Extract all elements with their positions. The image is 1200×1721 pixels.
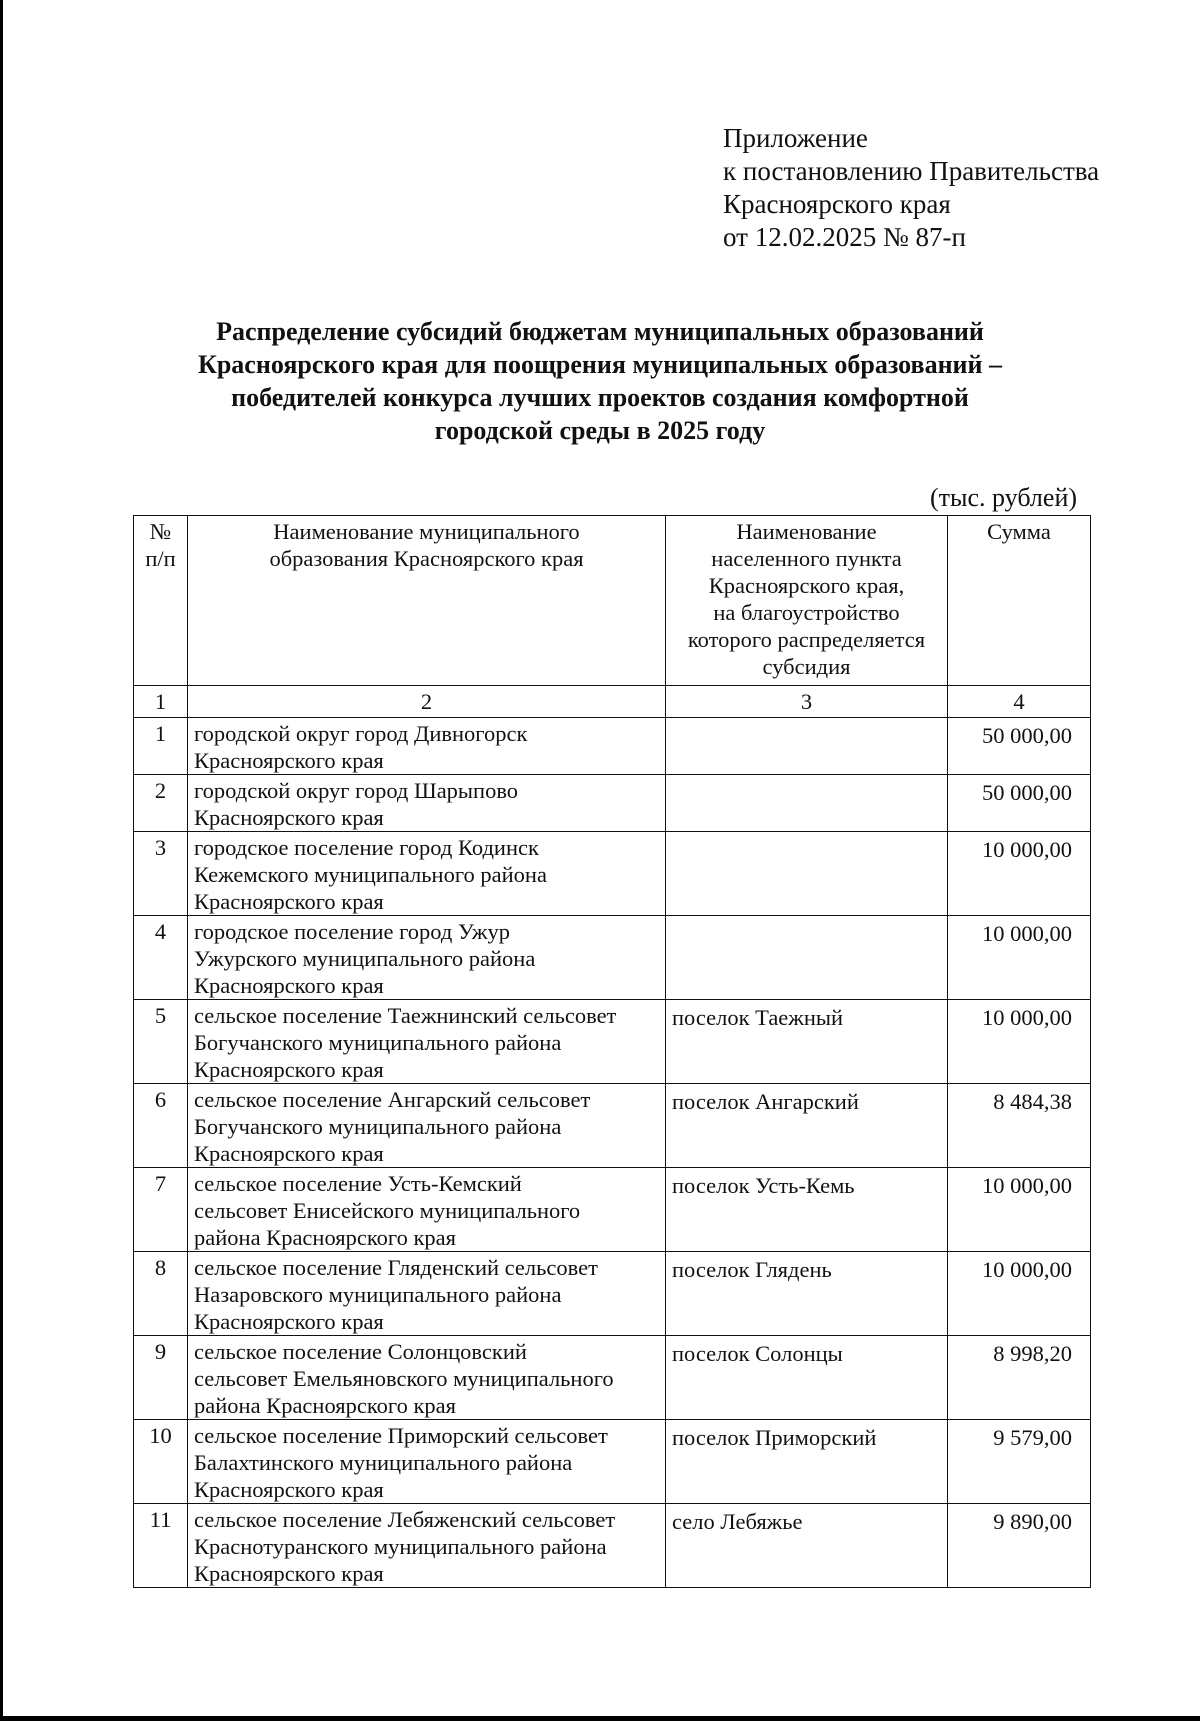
municipality-name	[188, 718, 666, 775]
title-line-3: победителей конкурса лучших проектов создания комфортной	[231, 383, 969, 412]
municipality-name	[188, 1168, 666, 1252]
name-line: Красноярского края	[194, 1141, 384, 1166]
municipality-name	[188, 1336, 666, 1420]
title-line-4: городской среды в 2025 году	[434, 416, 766, 445]
table-row	[134, 775, 1091, 832]
header-line: на благоустройство	[713, 600, 900, 625]
header-line: населенного пункта	[711, 546, 902, 571]
appendix-line-2: к постановлению Правительства	[723, 156, 1100, 186]
name-line: сельсовет Емельяновского муниципального	[194, 1366, 614, 1391]
subsidy-amount: 10 000,00	[948, 1168, 1091, 1252]
header-line: Сумма	[987, 519, 1051, 544]
subsidy-amount: 50 000,00	[948, 775, 1091, 832]
row-number: 11	[134, 1504, 188, 1588]
column-number: 1	[134, 686, 188, 718]
name-line: сельсовет Енисейского муниципального	[194, 1198, 581, 1223]
name-line: сельское поселение Приморский сельсовет	[194, 1423, 608, 1448]
subsidy-amount: 9 579,00	[948, 1420, 1091, 1504]
row-number: 2	[134, 775, 188, 832]
table-row	[134, 1336, 1091, 1420]
name-line: Красноярского края	[194, 748, 384, 773]
table-row	[134, 718, 1091, 775]
table-header-row	[134, 516, 1091, 686]
row-number: 10	[134, 1420, 188, 1504]
municipality-name	[188, 916, 666, 1000]
municipality-name	[188, 775, 666, 832]
subsidy-amount: 10 000,00	[948, 1000, 1091, 1084]
subsidy-amount: 8 484,38	[948, 1084, 1091, 1168]
name-line: Кежемского муниципального района	[194, 862, 547, 887]
subsidy-amount: 10 000,00	[948, 832, 1091, 916]
header-line: Наименование	[736, 519, 877, 544]
municipality-name	[188, 832, 666, 916]
table-row	[134, 1168, 1091, 1252]
header-line: Наименование муниципального	[273, 519, 580, 544]
name-line: городской округ город Дивногорск	[194, 721, 528, 746]
name-line: городской округ город Шарыпово	[194, 778, 519, 803]
locality-name	[666, 775, 948, 832]
row-number: 9	[134, 1336, 188, 1420]
municipality-name	[188, 1420, 666, 1504]
name-line: Краснотуранского муниципального района	[194, 1534, 607, 1559]
name-line: Богучанского муниципального района	[194, 1030, 562, 1055]
name-line: Красноярского края	[194, 1477, 384, 1502]
locality-name: село Лебяжье	[666, 1504, 948, 1588]
name-line: Красноярского края	[194, 1561, 384, 1586]
appendix-line-3: Красноярского края	[723, 189, 951, 219]
subsidy-amount: 10 000,00	[948, 916, 1091, 1000]
subsidy-amount: 50 000,00	[948, 718, 1091, 775]
table-row	[134, 1084, 1091, 1168]
header-line: Красноярского края,	[708, 573, 905, 598]
row-number: 5	[134, 1000, 188, 1084]
row-number: 8	[134, 1252, 188, 1336]
name-line: Балахтинского муниципального района	[194, 1450, 573, 1475]
locality-name: поселок Глядень	[666, 1252, 948, 1336]
table-row	[134, 1252, 1091, 1336]
table-row	[134, 1504, 1091, 1588]
row-number: 7	[134, 1168, 188, 1252]
name-line: района Красноярского края	[194, 1393, 456, 1418]
name-line: Красноярского края	[194, 805, 384, 830]
title-line-2: Красноярского края для поощрения муниципальных образований –	[197, 350, 1003, 379]
municipality-name	[188, 1000, 666, 1084]
row-number: 4	[134, 916, 188, 1000]
name-line: Красноярского края	[194, 1057, 384, 1082]
subsidy-amount: 9 890,00	[948, 1504, 1091, 1588]
name-line: сельское поселение Солонцовский	[194, 1339, 527, 1364]
appendix-line-4: от 12.02.2025 № 87-п	[723, 222, 966, 252]
header-number	[134, 516, 188, 686]
row-number: 1	[134, 718, 188, 775]
subsidy-amount: 10 000,00	[948, 1252, 1091, 1336]
appendix-note	[723, 122, 1099, 254]
column-number-row	[134, 686, 1091, 718]
municipality-name	[188, 1504, 666, 1588]
header-amount	[948, 516, 1091, 686]
locality-name	[666, 916, 948, 1000]
table-row	[134, 916, 1091, 1000]
name-line: района Красноярского края	[194, 1225, 456, 1250]
name-line: сельское поселение Лебяженский сельсовет	[194, 1507, 616, 1532]
header-locality	[666, 516, 948, 686]
row-number: 6	[134, 1084, 188, 1168]
name-line: Красноярского края	[194, 1309, 384, 1334]
name-line: Назаровского муниципального района	[194, 1282, 562, 1307]
name-line: Красноярского края	[194, 973, 384, 998]
name-line: городское поселение город Кодинск	[194, 835, 539, 860]
name-line: Красноярского края	[194, 889, 384, 914]
appendix-line-1: Приложение	[723, 123, 868, 153]
scan-edge-left	[0, 0, 3, 1721]
locality-name: поселок Приморский	[666, 1420, 948, 1504]
row-number: 3	[134, 832, 188, 916]
title-line-1: Распределение субсидий бюджетам муниципальных образований	[216, 317, 984, 346]
name-line: сельское поселение Ангарский сельсовет	[194, 1087, 591, 1112]
column-number: 4	[948, 686, 1091, 718]
header-line: п/п	[145, 546, 176, 571]
locality-name	[666, 832, 948, 916]
name-line: городское поселение город Ужур	[194, 919, 510, 944]
table-row	[134, 1000, 1091, 1084]
column-number: 3	[666, 686, 948, 718]
document-title	[150, 315, 1050, 447]
locality-name: поселок Усть-Кемь	[666, 1168, 948, 1252]
municipality-name	[188, 1252, 666, 1336]
table-row	[134, 832, 1091, 916]
subsidy-amount: 8 998,20	[948, 1336, 1091, 1420]
locality-name: поселок Солонцы	[666, 1336, 948, 1420]
scan-edge-bottom	[0, 1716, 1200, 1721]
header-line: субсидия	[762, 654, 851, 679]
units-label: (тыс. рублей)	[930, 483, 1078, 512]
name-line: сельское поселение Таежнинский сельсовет	[194, 1003, 617, 1028]
name-line: Богучанского муниципального района	[194, 1114, 562, 1139]
locality-name	[666, 718, 948, 775]
header-municipality	[188, 516, 666, 686]
column-number: 2	[188, 686, 666, 718]
locality-name: поселок Таежный	[666, 1000, 948, 1084]
subsidy-table	[133, 515, 1091, 1588]
name-line: сельское поселение Усть-Кемский	[194, 1171, 522, 1196]
table-row	[134, 1420, 1091, 1504]
header-line: образования Красноярского края	[269, 546, 584, 571]
municipality-name	[188, 1084, 666, 1168]
name-line: Ужурского муниципального района	[194, 946, 536, 971]
name-line: сельское поселение Гляденский сельсовет	[194, 1255, 598, 1280]
locality-name: поселок Ангарский	[666, 1084, 948, 1168]
header-line: №	[149, 519, 172, 544]
header-line: которого распределяется	[687, 627, 926, 652]
